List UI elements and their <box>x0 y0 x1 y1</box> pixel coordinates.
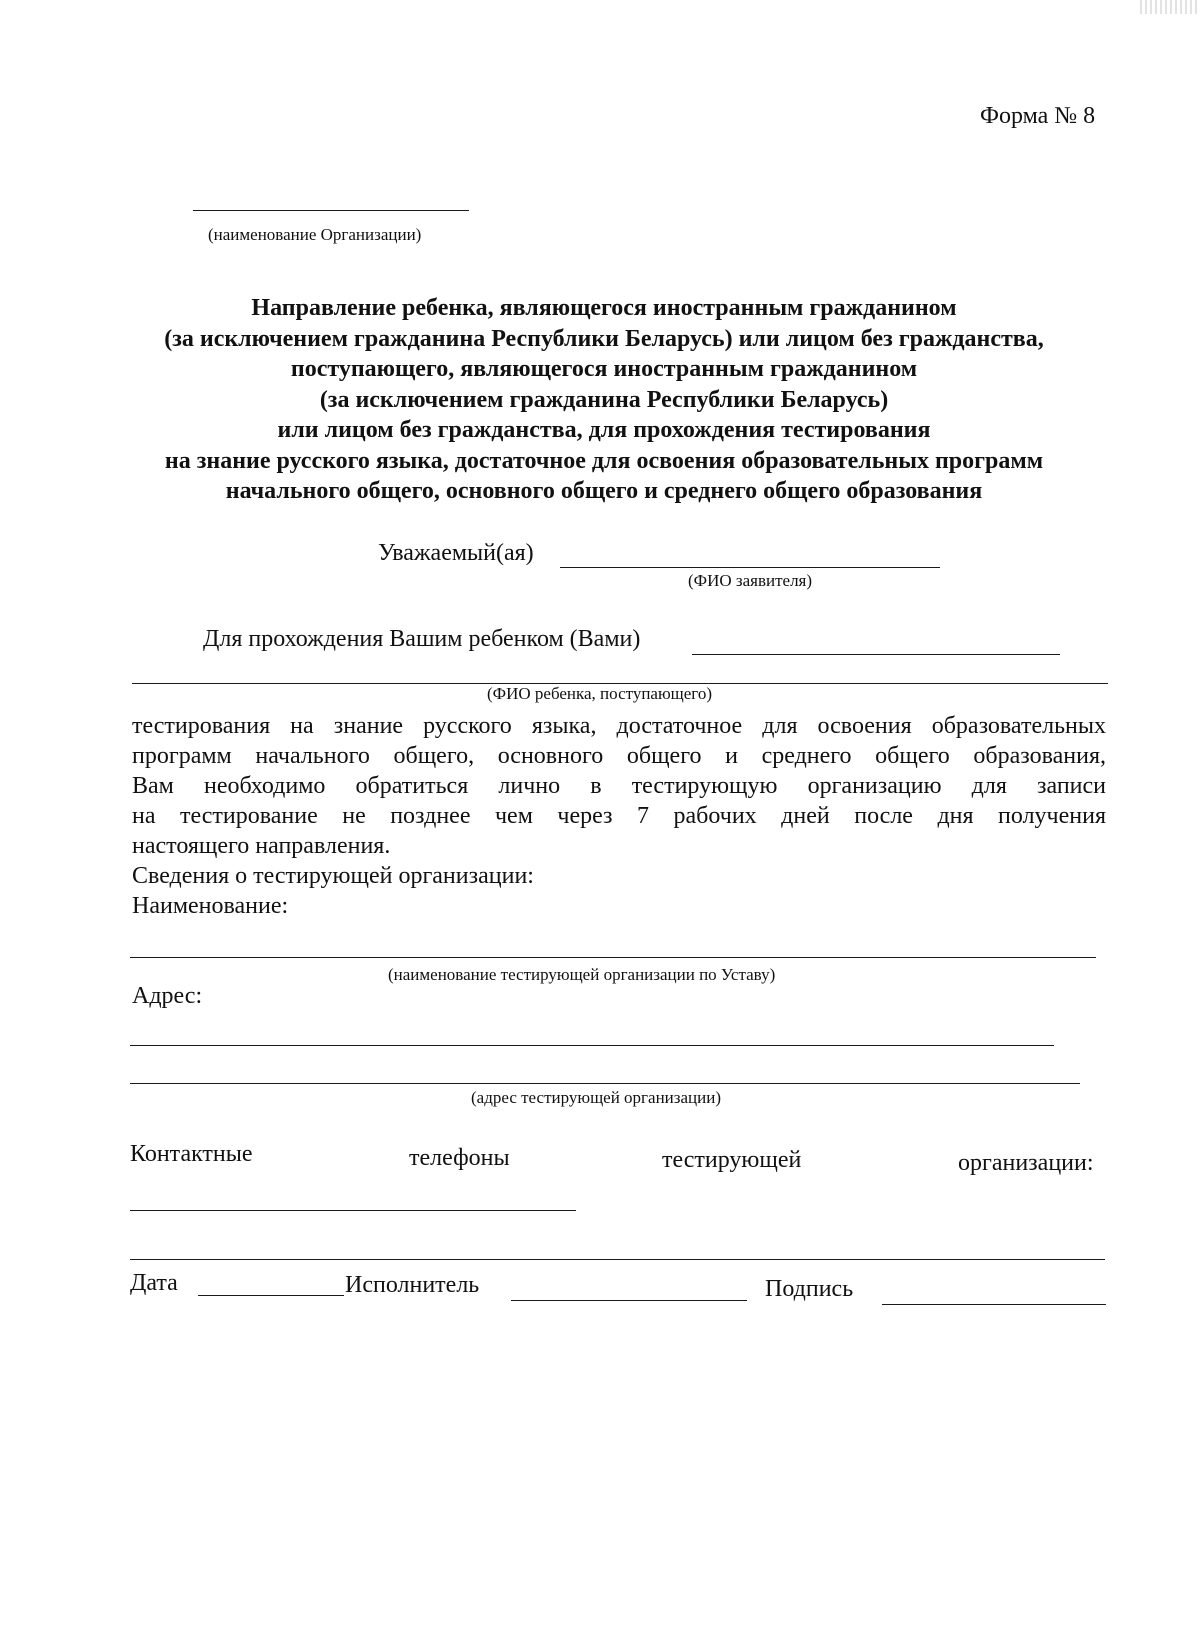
applicant-name-line <box>560 567 940 568</box>
executor-line <box>511 1300 747 1301</box>
child-name-line-1 <box>692 654 1060 655</box>
phones-word-3: тестирующей <box>662 1147 802 1173</box>
phones-line-1 <box>130 1210 576 1211</box>
address-caption: (адрес тестирующей организации) <box>471 1088 721 1107</box>
scan-noise <box>1140 0 1200 14</box>
name-label: Наименование: <box>132 893 289 919</box>
child-caption: (ФИО ребенка, поступающего) <box>487 684 713 703</box>
name-caption: (наименование тестирующей организации по Уставу) <box>388 965 776 984</box>
signature-label: Подпись <box>765 1276 854 1302</box>
phones-word-1: Контактные <box>130 1141 253 1167</box>
phones-word-4: организации: <box>958 1150 1094 1176</box>
phones-line-2 <box>130 1259 1105 1260</box>
executor-label: Исполнитель <box>345 1272 480 1298</box>
body-line: Вам необходимо обратиться лично в тестирующую организацию для записи <box>132 773 1106 799</box>
body-line: программ начального общего, основного общего и среднего общего образования, <box>132 743 1106 769</box>
org-name-field-line <box>130 957 1096 958</box>
intro-text: Для прохождения Вашим ребенком (Вами) <box>203 626 641 652</box>
body-paragraph <box>132 711 1106 921</box>
body-line: настоящего направления. <box>132 833 391 859</box>
title-line: или лицом без гражданства, для прохождения тестирования <box>277 417 931 443</box>
title-line: (за исключением гражданина Республики Беларусь) или лицом без гражданства, <box>164 325 1044 352</box>
phones-word-2: телефоны <box>409 1145 510 1171</box>
org-name-line <box>193 210 469 211</box>
date-line <box>198 1295 344 1296</box>
address-line-1 <box>130 1045 1054 1046</box>
org-caption: (наименование Организации) <box>208 225 422 244</box>
signature-line <box>882 1304 1106 1305</box>
form-number: Форма № 8 <box>980 103 1096 129</box>
address-label: Адрес: <box>132 983 203 1009</box>
title-line: (за исключением гражданина Республики Беларусь) <box>319 386 889 413</box>
applicant-caption: (ФИО заявителя) <box>688 571 813 590</box>
body-line: на тестирование не позднее чем через 7 рабочих дней после дня получения <box>132 803 1106 829</box>
org-info-heading: Сведения о тестирующей организации: <box>132 863 534 889</box>
salutation: Уважаемый(ая) <box>378 540 534 566</box>
date-label: Дата <box>130 1270 178 1296</box>
address-line-2 <box>130 1083 1080 1084</box>
title-line: поступающего, являющегося иностранным гражданином <box>290 356 918 382</box>
body-line: тестирования на знание русского языка, достаточное для освоения образовательных <box>132 713 1106 739</box>
title-line: Направление ребенка, являющегося иностранным гражданином <box>251 295 957 321</box>
title-line: на знание русского языка, достаточное для освоения образовательных программ <box>164 447 1044 474</box>
document-title <box>120 293 1088 507</box>
title-line: начального общего, основного общего и среднего общего образования <box>225 478 983 504</box>
